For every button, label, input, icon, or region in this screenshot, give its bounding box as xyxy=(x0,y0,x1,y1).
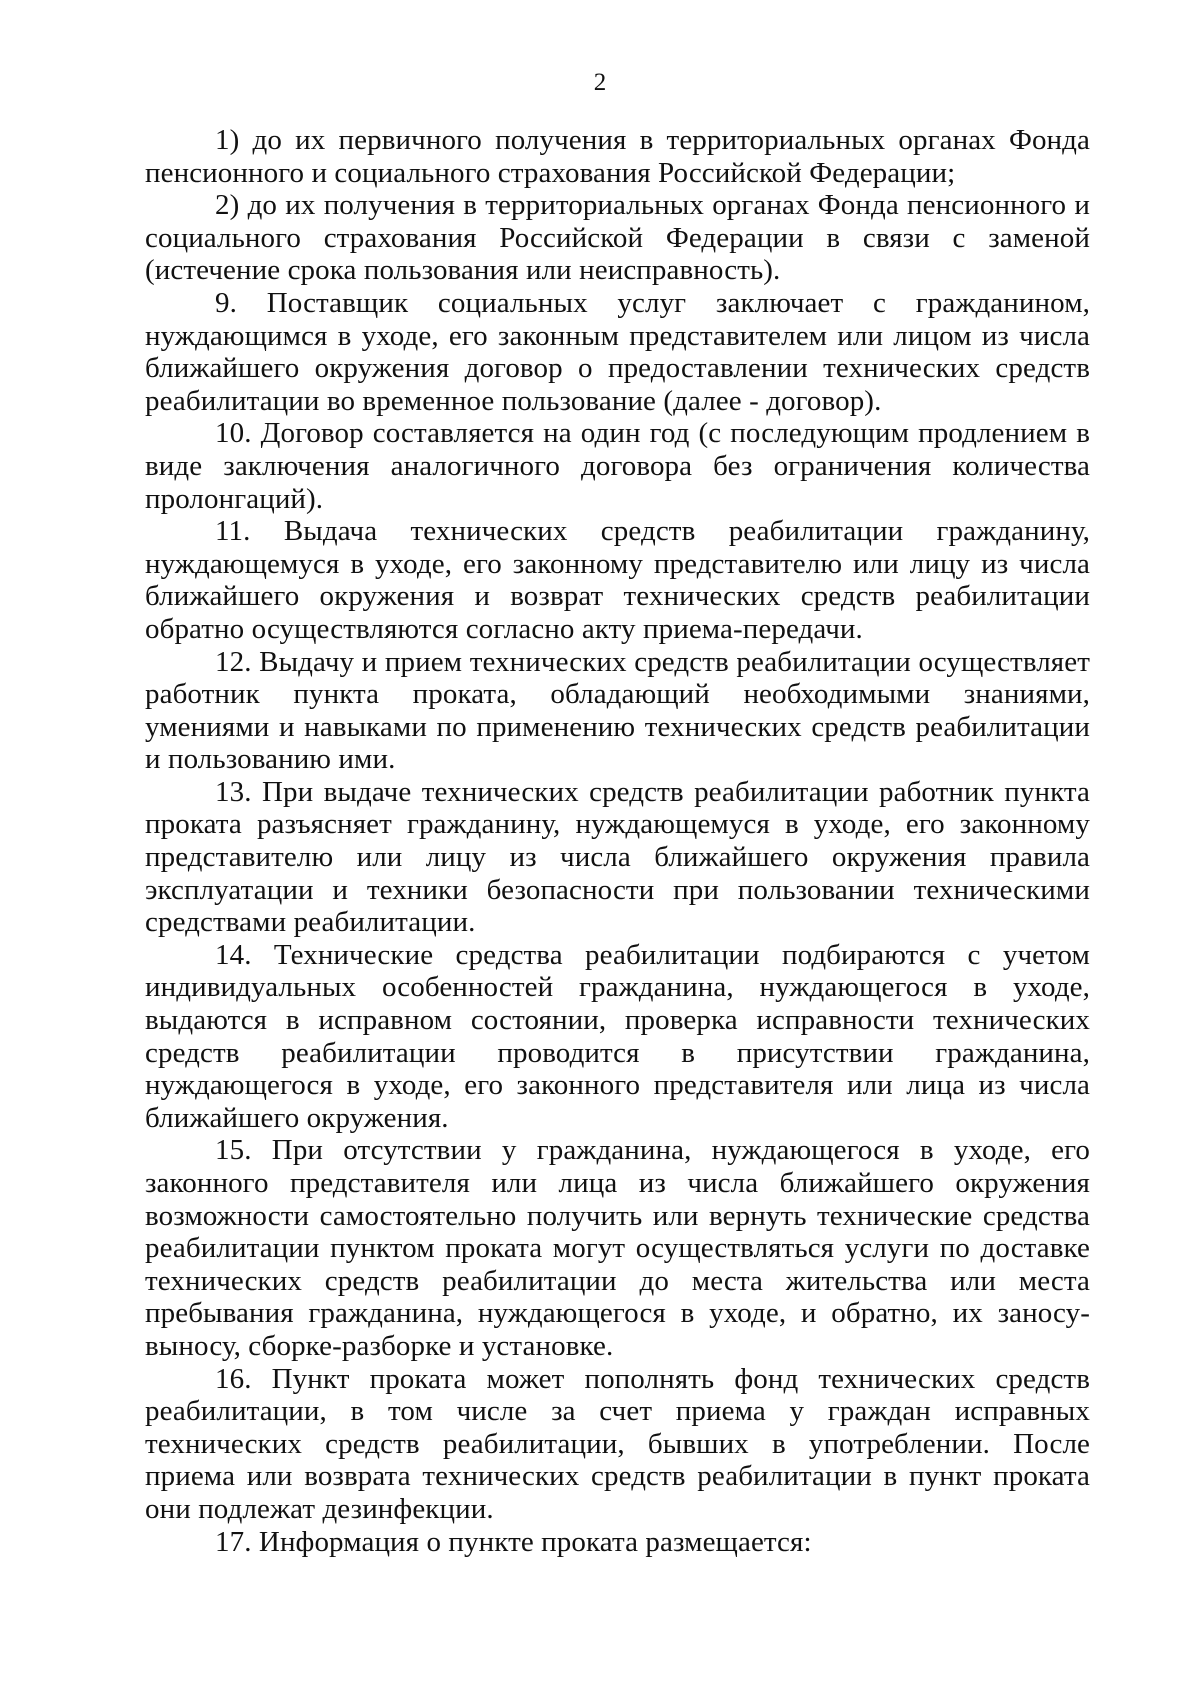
paragraph-subitem-1: 1) до их первичного получения в территориальных органах Фонда пенсионного и социального страхования Российской Федерации; xyxy=(145,124,1090,189)
paragraph-item-12: 12. Выдачу и прием технических средств реабилитации осуществляет работник пункта проката, обладающий необходимыми знаниями, умениями и навыками по применению технических средств реабилитации и пользованию ими. xyxy=(145,645,1090,776)
page-number: 2 xyxy=(593,69,607,96)
paragraph-item-14: 14. Технические средства реабилитации подбираются с учетом индивидуальных особенностей гражданина, нуждающегося в уходе, выдаются в исправном состоянии, проверка исправности технических средств реабилитации проводится в присутствии гражданина, нуждающегося в уходе, его законного представителя или лица из числа ближайшего окружения. xyxy=(145,938,1090,1134)
paragraph-item-17: 17. Информация о пункте проката размещается: xyxy=(215,1525,812,1558)
paragraph-subitem-2: 2) до их получения в территориальных органах Фонда пенсионного и социального страхования Российской Федерации в связи с заменой (истечение срока пользования или неисправность). xyxy=(145,189,1090,287)
paragraph-item-11: 11. Выдача технических средств реабилитации гражданину, нуждающемуся в уходе, его законному представителю или лицу из числа ближайшего окружения и возврат технических средств реабилитации обратно осуществляются согласно акту приема-передачи. xyxy=(145,515,1090,645)
paragraph-item-9: 9. Поставщик социальных услуг заключает с гражданином, нуждающимся в уходе, его законным представителем или лицом из числа ближайшего окружения договор о предоставлении технических средств реабилитации во временное пользование (далее - договор). xyxy=(145,286,1090,417)
paragraph-item-10: 10. Договор составляется на один год (с последующим продлением в виде заключения аналогичного договора без ограничения количества пролонгаций). xyxy=(145,417,1090,515)
paragraph-item-15: 15. При отсутствии у гражданина, нуждающегося в уходе, его законного представителя или лица из числа ближайшего окружения возможности самостоятельно получить или вернуть технические средства реабилитации пунктом проката могут осуществляться услуги по доставке технических средств реабилитации до места жительства или места пребывания гражданина, нуждающегося в уходе, и обратно, их заносу-выносу, сборке-разборке и установке. xyxy=(145,1134,1090,1362)
paragraph-item-16: 16. Пункт проката может пополнять фонд технических средств реабилитации, в том числе за счет приема у граждан исправных технических средств реабилитации, бывших в употреблении. После приема или возврата технических средств реабилитации в пункт проката они подлежат дезинфекции. xyxy=(145,1362,1090,1525)
paragraph-item-13: 13. При выдаче технических средств реабилитации работник пункта проката разъясняет гражданину, нуждающемуся в уходе, его законному представителю или лицу из числа ближайшего окружения правила эксплуатации и техники безопасности при пользовании техническими средствами реабилитации. xyxy=(145,775,1090,939)
document-body xyxy=(145,124,1090,1558)
